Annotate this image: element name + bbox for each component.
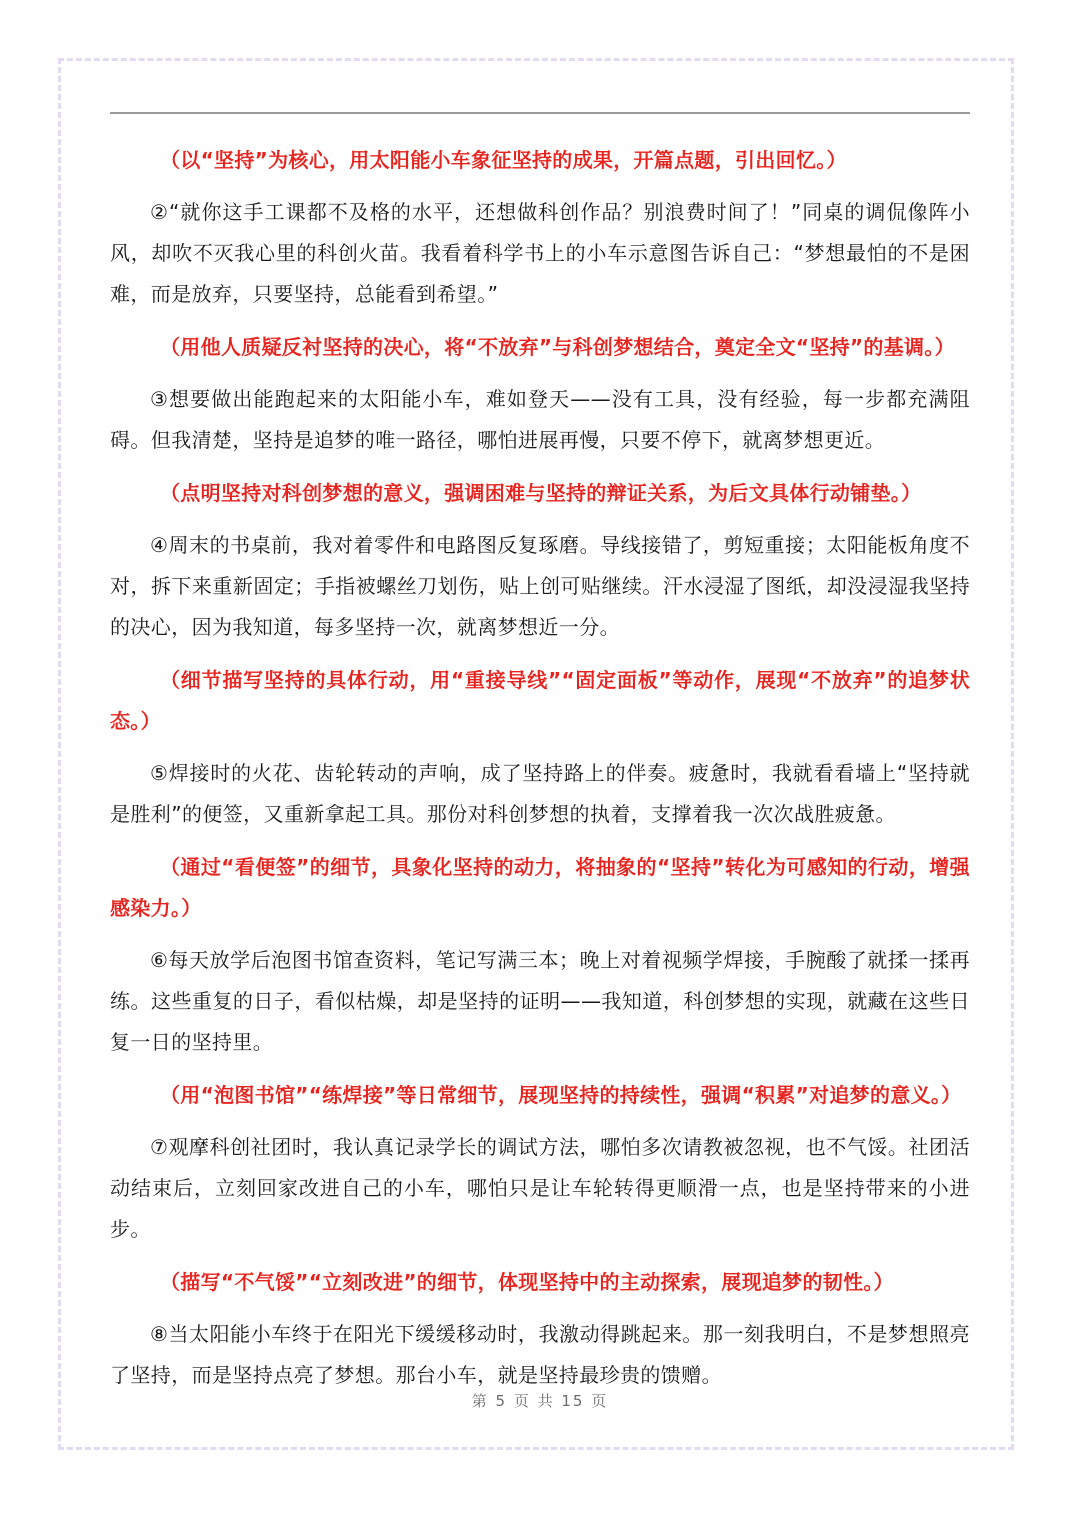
annotation-2: （用他人质疑反衬坚持的决心，将“不放弃”与科创梦想结合，奠定全文“坚持”的基调。） (160, 335, 955, 359)
header-rule (110, 112, 970, 114)
annotation-1: （以“坚持”为核心，用太阳能小车象征坚持的成果，开篇点题，引出回忆。） (160, 148, 847, 172)
paragraph-3: ③想要做出能跑起来的太阳能小车，难如登天——没有工具，没有经验，每一步都充满阻碍。但我清楚，坚持是追梦的唯一路径，哪怕进展再慢，只要不停下，就离梦想更近。 (110, 387, 970, 452)
paragraph-8: ⑧当太阳能小车终于在阳光下缓缓移动时，我激动得跳起来。那一刻我明白，不是梦想照亮了坚持，而是坚持点亮了梦想。那台小车，就是坚持最珍贵的馈赠。 (110, 1322, 970, 1387)
paragraph-4: ④周末的书桌前，我对着零件和电路图反复琢磨。导线接错了，剪短重接；太阳能板角度不对，拆下来重新固定；手指被螺丝刀划伤，贴上创可贴继续。汗水浸湿了图纸，却没浸湿我坚持的决心，因为我知道，每多坚持一次，就离梦想近一分。 (110, 533, 970, 639)
page-number: 第 5 页 共 15 页 (471, 1392, 609, 1410)
annotation-3: （点明坚持对科创梦想的意义，强调困难与坚持的辩证关系，为后文具体行动铺垫。） (160, 481, 922, 505)
annotation-6: （用“泡图书馆”“练焊接”等日常细节，展现坚持的持续性，强调“积累”对追梦的意义。） (160, 1083, 962, 1107)
annotation-5: （通过“看便签”的细节，具象化坚持的动力，将抽象的“坚持”转化为可感知的行动，增强感染力。） (110, 855, 970, 920)
paragraph-5: ⑤焊接时的火花、齿轮转动的声响，成了坚持路上的伴奏。疲惫时，我就看看墙上“坚持就是胜利”的便签，又重新拿起工具。那份对科创梦想的执着，支撑着我一次次战胜疲惫。 (110, 761, 970, 826)
essay-content (110, 140, 970, 1396)
paragraph-7: ⑦观摩科创社团时，我认真记录学长的调试方法，哪怕多次请教被忽视，也不气馁。社团活动结束后，立刻回家改进自己的小车，哪怕只是让车轮转得更顺滑一点，也是坚持带来的小进步。 (110, 1135, 970, 1241)
annotation-7: （描写“不气馁”“立刻改进”的细节，体现坚持中的主动探索，展现追梦的韧性。） (160, 1270, 894, 1294)
annotation-4: （细节描写坚持的具体行动，用“重接导线”“固定面板”等动作，展现“不放弃”的追梦状态。） (110, 668, 970, 733)
paragraph-6: ⑥每天放学后泡图书馆查资料，笔记写满三本；晚上对着视频学焊接，手腕酸了就揉一揉再练。这些重复的日子，看似枯燥，却是坚持的证明——我知道，科创梦想的实现，就藏在这些日复一日的坚持里。 (110, 948, 970, 1054)
paragraph-2: ②“就你这手工课都不及格的水平，还想做科创作品？别浪费时间了！”同桌的调侃像阵小风，却吹不灭我心里的科创火苗。我看着科学书上的小车示意图告诉自己：“梦想最怕的不是困难，而是放弃，只要坚持，总能看到希望。” (110, 200, 970, 306)
